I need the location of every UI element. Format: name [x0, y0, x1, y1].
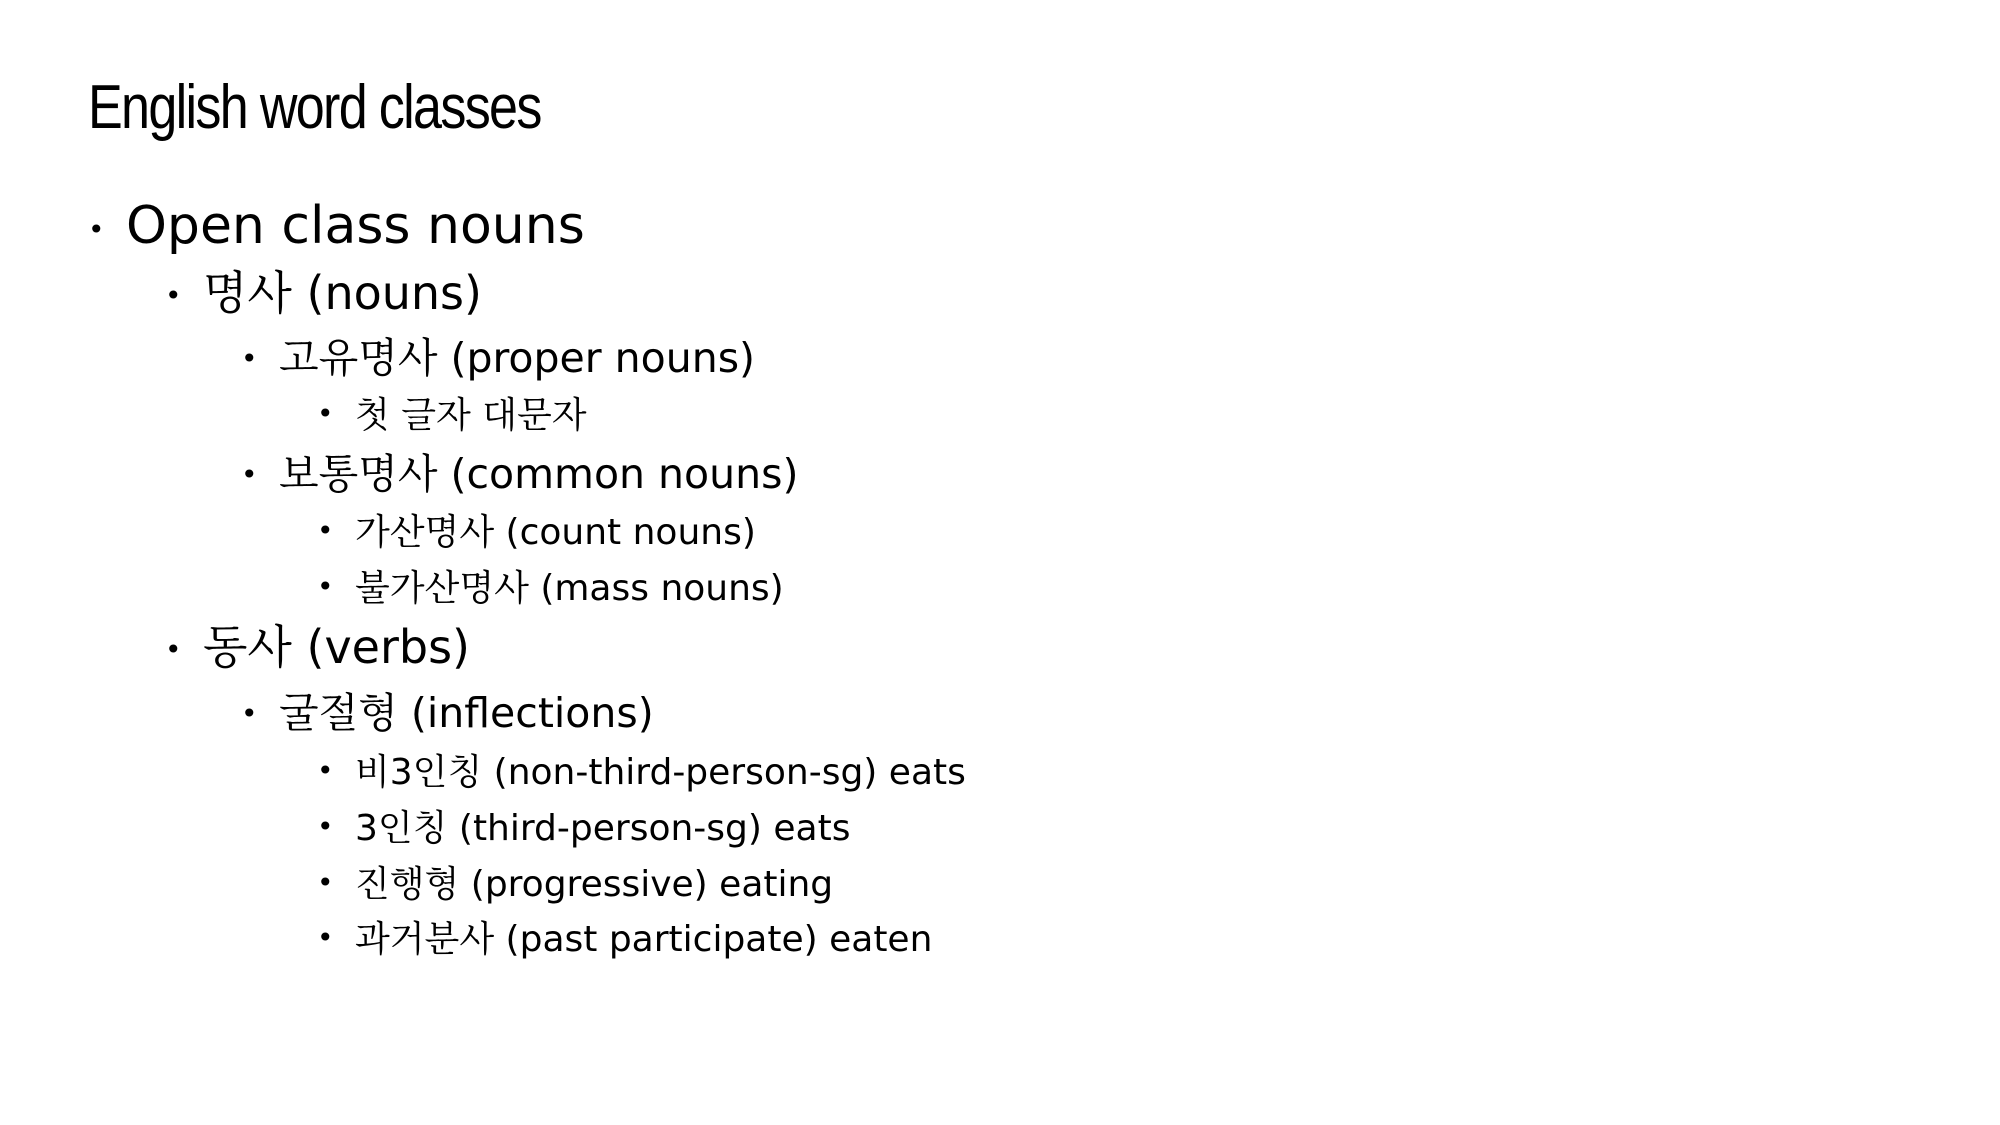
bullet-icon: [241, 333, 258, 388]
bullet-icon: [317, 917, 334, 965]
slide-title: English word classes: [88, 73, 541, 142]
list-item: [203, 266, 482, 320]
list-item-text: 굴절형 (inflections): [279, 689, 654, 737]
list-item-text: 명사 (nouns): [203, 266, 482, 320]
bullet-icon: [317, 566, 334, 614]
list-item-text: 첫 글자 대문자: [355, 395, 587, 436]
list-item: [279, 449, 798, 499]
list-item: [355, 862, 833, 908]
bullet-icon: [165, 620, 182, 681]
list-item-text: Open class nouns: [126, 196, 585, 256]
list-item-text: 진행형 (progressive) eating: [355, 864, 834, 905]
list-item-text: 비3인칭 (non-third-person-sg) eats: [355, 752, 966, 793]
list-item: [126, 196, 585, 256]
list-item: [355, 750, 966, 796]
list-item-text: 동사 (verbs): [203, 620, 470, 674]
bullet-icon: [317, 393, 334, 441]
list-item: [203, 620, 470, 674]
list-item: [355, 806, 850, 852]
list-item: [279, 688, 654, 738]
bullet-icon: [241, 688, 258, 743]
bullet-icon: [241, 449, 258, 504]
list-item-text: 고유명사 (proper nouns): [279, 334, 756, 382]
list-item: [279, 333, 755, 383]
bullet-icon: [317, 806, 334, 854]
bullet-icon: [317, 750, 334, 798]
bullet-icon: [317, 862, 334, 910]
list-item: [355, 917, 932, 963]
list-item-text: 불가산명사 (mass nouns): [355, 568, 784, 609]
bullet-icon: [165, 266, 182, 327]
list-item: [355, 510, 756, 556]
list-item-text: 보통명사 (common nouns): [279, 450, 799, 498]
list-item-text: 과거분사 (past participate) eaten: [355, 919, 933, 960]
list-item: [355, 393, 587, 439]
bullet-icon: [317, 510, 334, 558]
list-item-text: 가산명사 (count nouns): [355, 512, 756, 553]
bullet-icon: [88, 196, 105, 264]
list-item: [355, 566, 784, 612]
list-item-text: 3인칭 (third-person-sg) eats: [355, 808, 851, 849]
